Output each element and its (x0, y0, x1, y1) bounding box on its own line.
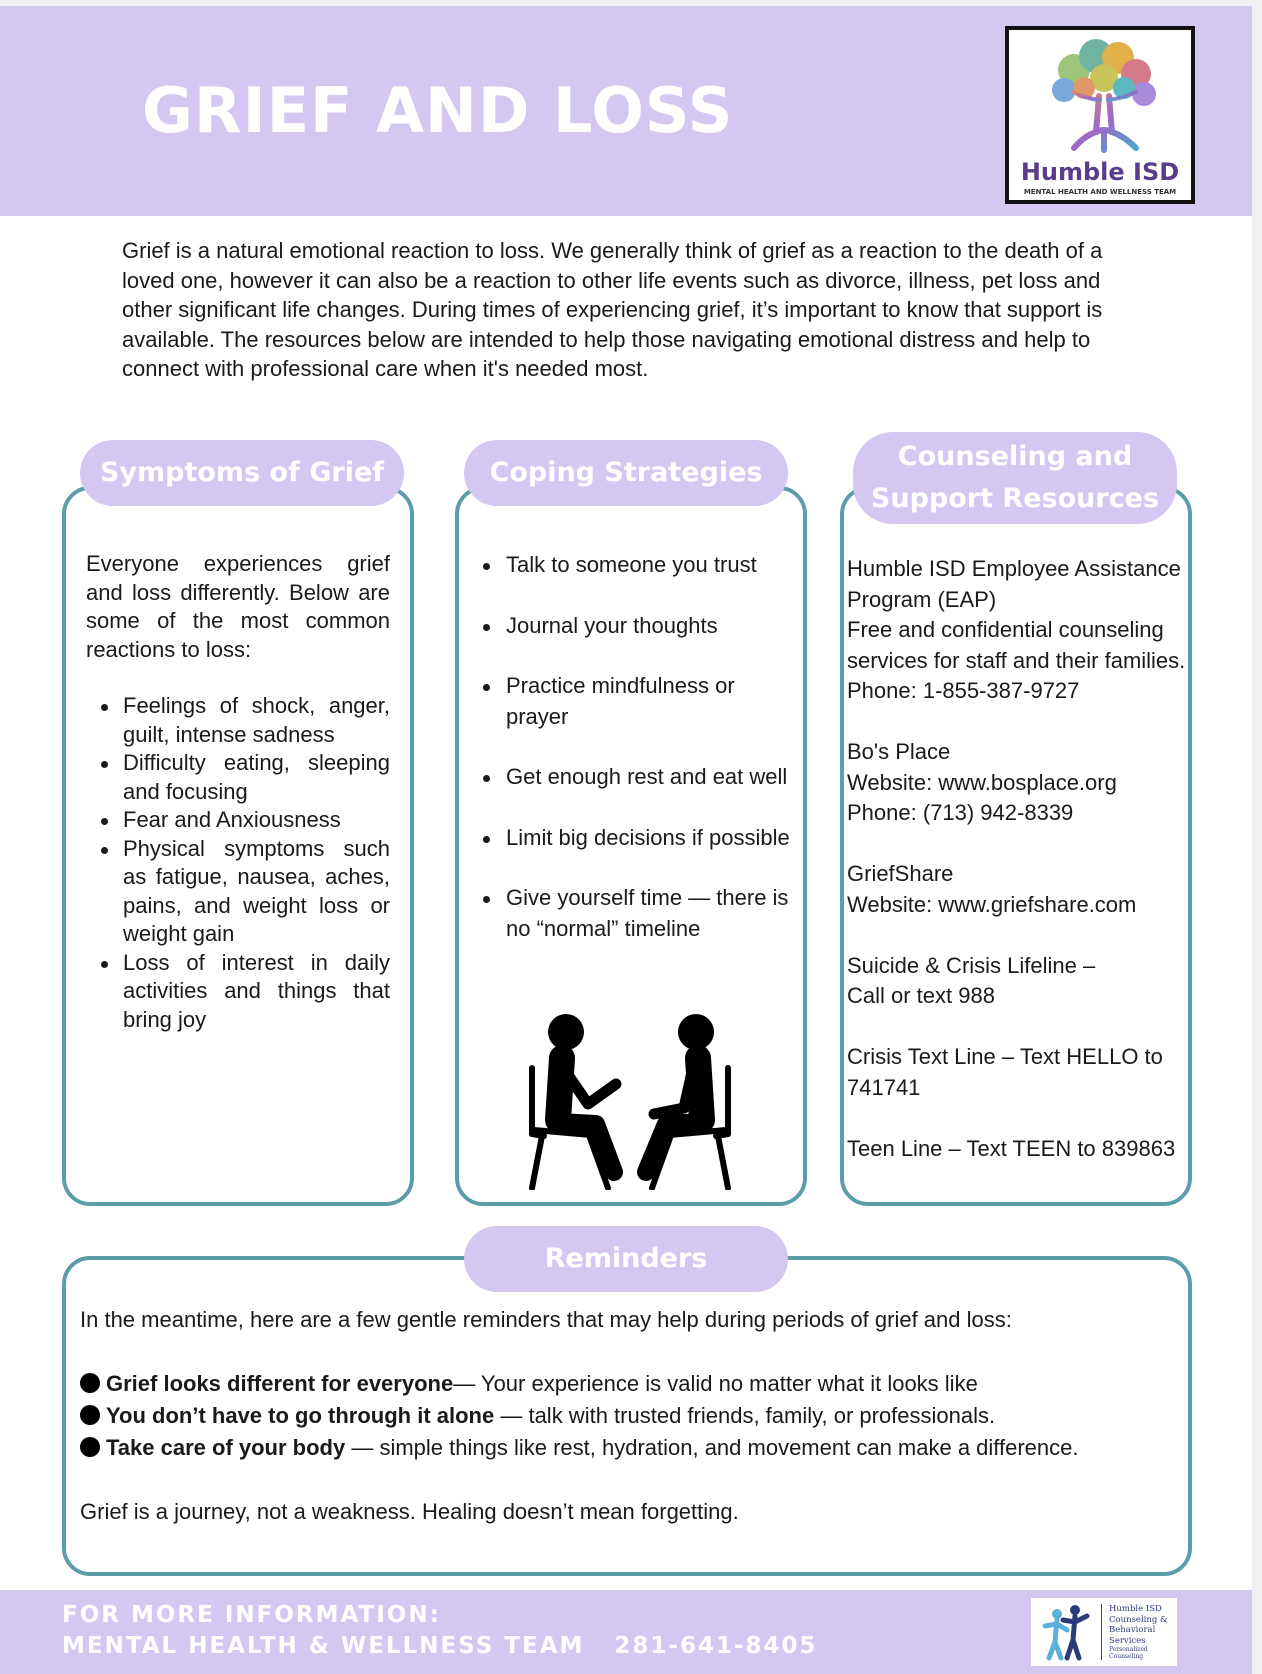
logo-name: Humble ISD (1020, 158, 1180, 186)
resource-bos-place (847, 737, 1187, 829)
list-item: Difficulty eating, sleeping and focusing (86, 749, 390, 806)
resource-line: Website: www.griefshare.com (847, 891, 1137, 917)
resource-griefshare (847, 859, 1187, 920)
logo-subtitle: MENTAL HEALTH AND WELLNESS TEAM (1023, 188, 1177, 196)
list-item: Physical symptoms such as fatigue, nausea, aches, pains, and weight loss or weight gain (86, 835, 390, 949)
resource-crisis-lifeline (847, 951, 1187, 1012)
reminder-item (80, 1368, 1180, 1400)
logo-line: Humble ISD (1109, 1604, 1162, 1614)
page-edge-top (0, 0, 1262, 6)
resource-line: Humble ISD Employee Assistance Program (EAP) (847, 556, 1181, 612)
list-item: Practice mindfulness or prayer (480, 671, 790, 732)
coping-heading: Coping Strategies (464, 440, 788, 506)
reminders-heading: Reminders (464, 1226, 788, 1292)
list-item: Limit big decisions if possible (480, 823, 790, 854)
reminder-bold: Grief looks different for everyone (106, 1371, 454, 1396)
list-item: Feelings of shock, anger, guilt, intense sadness (86, 692, 390, 749)
resource-line: Crisis Text Line – Text HELLO to 741741 (847, 1044, 1163, 1100)
header-band (0, 6, 1252, 216)
bullet-icon (80, 1437, 100, 1457)
reminders-closing: Grief is a journey, not a weakness. Healing doesn’t mean forgetting. (80, 1499, 739, 1524)
list-item: Journal your thoughts (480, 611, 790, 642)
resource-line: Bo's Place (847, 739, 951, 764)
logo-line: Counseling & (1109, 1614, 1168, 1625)
logo-line: Services (1109, 1635, 1146, 1646)
reminder-item (80, 1432, 1180, 1464)
resource-line: Free and confidential counseling services for staff and their families. (847, 617, 1186, 673)
two-people-talking-icon (522, 1012, 740, 1190)
reminder-item (80, 1400, 1180, 1432)
list-item: Loss of interest in daily activities and things that bring joy (86, 949, 390, 1035)
resources-heading: Counseling and Support Resources (853, 432, 1177, 524)
logo-tagline: Personalized Counseling (1109, 1646, 1148, 1660)
page-edge (1252, 0, 1262, 1674)
resource-line: Website: www.bosplace.org (847, 769, 1117, 795)
resource-crisis-text-line (847, 1042, 1187, 1103)
reminder-text: — Your experience is valid no matter what it looks like (453, 1371, 978, 1396)
symptoms-heading: Symptoms of Grief (80, 440, 404, 506)
reminder-text: — talk with trusted friends, family, or professionals. (494, 1403, 996, 1428)
tree-icon (1044, 36, 1164, 154)
reminder-text: — simple things like rest, hydration, and movement can make a difference. (345, 1435, 1079, 1460)
footer-line-2 (62, 1631, 818, 1662)
resources-list (847, 554, 1187, 1164)
resource-line: Teen Line – Text TEEN to 839863 (847, 1135, 1176, 1161)
resource-line: Call or text 988 (847, 983, 995, 1008)
people-figures-icon (1035, 1602, 1095, 1662)
resource-eap (847, 554, 1187, 707)
bullet-icon (80, 1405, 100, 1425)
reminders-intro: In the meantime, here are a few gentle reminders that may help during periods of grief and loss: (80, 1307, 1012, 1332)
symptoms-list (86, 692, 390, 1034)
reminder-bold: You don’t have to go through it alone (106, 1403, 495, 1428)
footer-line-1: FOR MORE INFORMATION: (62, 1602, 441, 1628)
footer-band (0, 1590, 1252, 1674)
resource-line: Suicide & Crisis Lifeline – (847, 952, 1096, 978)
logo-line: Behavioral (1109, 1625, 1156, 1635)
list-item: Fear and Anxiousness (86, 806, 390, 835)
list-item: Give yourself time — there is no “normal” timeline (480, 883, 790, 944)
reminder-bold: Take care of your body (106, 1435, 346, 1460)
footer-info (62, 1600, 818, 1662)
resource-line: Phone: (713) 942-8339 (847, 800, 1074, 825)
intro-paragraph: Grief is a natural emotional reaction to loss. We generally think of grief as a reaction to the death of a loved one, however it can also be a reaction to other life events such as divorce, illness, pet loss and other significant life changes. During times of experiencing grief, it’s important to know that support is available. The resources below are intended to help those navigating emotional distress and help to connect with professional care when it's needed most. (122, 238, 1103, 381)
footer-team: MENTAL HEALTH & WELLNESS TEAM (62, 1633, 585, 1659)
counseling-services-logo (1031, 1598, 1177, 1666)
list-item: Talk to someone you trust (480, 550, 790, 581)
logo-divider (1101, 1604, 1102, 1660)
logo-text (1109, 1604, 1177, 1660)
resource-teen-line (847, 1134, 1187, 1165)
coping-list (480, 550, 790, 974)
bullet-icon (80, 1373, 100, 1393)
page-title: GRIEF AND LOSS (142, 74, 734, 147)
footer-phone: 281-641-8405 (614, 1633, 818, 1659)
humble-isd-logo (1005, 26, 1195, 204)
resource-line: Phone: 1-855-387-9727 (847, 678, 1080, 703)
resource-line: GriefShare (847, 861, 954, 886)
reminders-body (80, 1304, 1180, 1528)
symptoms-intro: Everyone experiences grief and loss differently. Below are some of the most common reactions to loss: (86, 551, 390, 662)
list-item: Get enough rest and eat well (480, 762, 790, 793)
